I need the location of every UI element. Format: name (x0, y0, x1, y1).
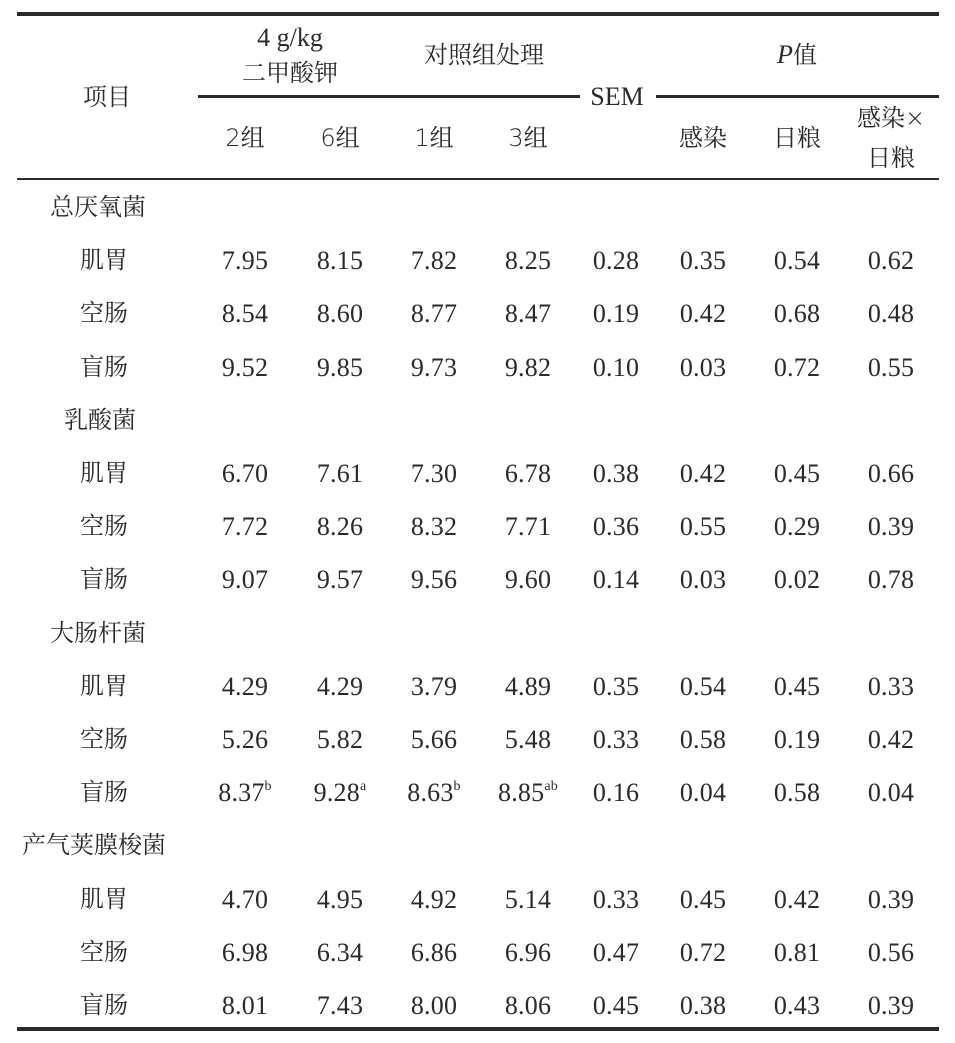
cell-sem (593, 672, 639, 702)
cell-g3 (505, 299, 551, 329)
cell-value: 0.04 (867, 778, 915, 808)
header-col-diet: 日粮 (773, 124, 821, 152)
header-control: 对照组处理 (424, 41, 544, 69)
cell-value: 0.45 (592, 991, 640, 1020)
cell-p-int (868, 565, 914, 595)
cell-g6 (317, 299, 363, 329)
row-label: 肌胃 (80, 459, 128, 487)
cell-value: 0.35 (592, 671, 640, 701)
cell-value: 4.92 (410, 884, 458, 914)
cell-p-int (868, 512, 914, 542)
cell-value: 0.16 (592, 778, 640, 808)
cell-sem (593, 353, 639, 383)
cell-p-inf (680, 512, 726, 542)
cell-sem (593, 565, 639, 595)
cell-p-inf (680, 459, 726, 489)
p-italic: P (777, 40, 793, 69)
cell-value: 9.56 (410, 565, 458, 595)
cell-p-diet (774, 353, 820, 383)
cell-value: 0.58 (773, 778, 821, 808)
header-col-group6: 6组 (320, 124, 360, 152)
cell-g1 (411, 725, 457, 755)
cell-value: 0.66 (867, 459, 915, 488)
cell-p-inf (680, 246, 726, 276)
cell-g1 (411, 459, 457, 489)
cell-value: 7.72 (221, 512, 269, 542)
cell-value: 5.26 (221, 725, 269, 754)
cell-value: 0.42 (867, 725, 915, 754)
cell-value: 7.95 (221, 246, 269, 276)
cell-value: 5.14 (504, 884, 552, 914)
cell-value: 5.48 (504, 725, 552, 754)
cell-g3 (505, 938, 551, 968)
cell-value: 0.33 (592, 725, 640, 754)
bottom-rule (17, 1027, 939, 1031)
cell-value: 8.54 (221, 299, 269, 329)
cell-value: 8.32 (410, 512, 458, 542)
cell-value: 8.06 (504, 991, 552, 1020)
row-label: 肌胃 (80, 671, 128, 700)
cell-sem (593, 459, 639, 489)
cell-g3 (505, 991, 551, 1021)
cell-p-inf (680, 991, 726, 1021)
header-col-group3: 3组 (508, 124, 548, 152)
cell-p-inf (680, 885, 726, 915)
cell-value: 9.82 (504, 352, 552, 382)
cell-value: 4.29 (221, 671, 269, 701)
header-item: 项目 (83, 83, 131, 111)
cell-p-int (868, 885, 914, 915)
cell-g2 (222, 246, 268, 276)
cell-value: 0.45 (773, 671, 821, 701)
cell-value: 0.81 (773, 937, 821, 967)
cell-sem (593, 991, 639, 1021)
header-col-infection: 感染 (679, 124, 727, 152)
cell-value: 0.39 (867, 884, 915, 914)
cell-g6 (317, 672, 363, 702)
cell-g6 (317, 991, 363, 1021)
cell-g2 (222, 991, 268, 1021)
cell-value: 4.95 (316, 884, 364, 914)
cell-p-diet (774, 512, 820, 542)
cell-p-diet (774, 565, 820, 595)
cell-p-inf (680, 672, 726, 702)
header-mid-rule-left (198, 95, 580, 98)
cell-g1 (411, 512, 457, 542)
row-label: 盲肠 (80, 565, 128, 594)
cell-sem (593, 885, 639, 915)
cell-p-inf (680, 299, 726, 329)
cell-value: 7.43 (316, 991, 364, 1020)
cell-value: 0.03 (679, 565, 727, 595)
cell-p-diet (774, 938, 820, 968)
header-bottom-rule (17, 178, 939, 180)
cell-value: 7.82 (410, 246, 458, 276)
cell-p-diet (774, 459, 820, 489)
row-label: 空肠 (80, 299, 128, 328)
cell-value: 5.66 (410, 725, 458, 754)
row-label: 空肠 (80, 725, 128, 753)
cell-g3 (498, 778, 558, 808)
cell-g6 (317, 885, 363, 915)
cell-p-int (868, 459, 914, 489)
cell-g2 (222, 725, 268, 755)
cell-p-inf (680, 938, 726, 968)
cell-g6 (314, 778, 367, 808)
cell-value: 5.82 (316, 725, 364, 754)
cell-value: 0.33 (867, 671, 915, 701)
cell-value: 0.72 (773, 352, 821, 382)
cell-p-int (868, 778, 914, 808)
cell-p-inf (680, 725, 726, 755)
cell-value: 3.79 (410, 671, 458, 701)
cell-value: 8.01 (221, 991, 269, 1020)
cell-g3 (505, 725, 551, 755)
cell-value: 8.25 (504, 246, 552, 276)
cell-g2 (222, 353, 268, 383)
cell-value: 0.39 (867, 512, 915, 542)
significance-letter: ab (544, 779, 558, 795)
cell-sem (593, 778, 639, 808)
cell-g1 (411, 246, 457, 276)
cell-value: 9.28 (313, 778, 360, 808)
cell-value: 6.96 (504, 937, 552, 967)
cell-p-diet (774, 725, 820, 755)
cell-p-inf (680, 353, 726, 383)
significance-letter: b (453, 779, 461, 795)
cell-value: 4.29 (316, 671, 364, 701)
cell-g6 (317, 353, 363, 383)
cell-value: 6.86 (410, 937, 458, 967)
cell-value: 0.42 (679, 299, 727, 329)
cell-g2 (218, 778, 272, 808)
row-label: 空肠 (80, 512, 128, 541)
cell-value: 8.37 (218, 778, 265, 808)
cell-value: 0.56 (867, 937, 915, 967)
cell-value: 0.48 (867, 299, 915, 329)
cell-value: 8.60 (316, 299, 364, 329)
cell-g1 (411, 885, 457, 915)
cell-value: 0.19 (592, 299, 640, 329)
header-sem: SEM (590, 82, 644, 111)
cell-value: 0.38 (679, 991, 727, 1020)
header-col-interaction-2: 日粮 (867, 144, 915, 172)
cell-value: 0.55 (867, 352, 915, 382)
cell-g3 (505, 512, 551, 542)
cell-value: 8.00 (410, 991, 458, 1020)
cell-value: 0.58 (679, 725, 727, 754)
cell-p-int (868, 353, 914, 383)
cell-g6 (317, 246, 363, 276)
cell-value: 0.72 (679, 937, 727, 967)
cell-value: 0.03 (679, 352, 727, 382)
cell-value: 0.54 (679, 671, 727, 701)
cell-value: 8.26 (316, 512, 364, 542)
cell-value: 0.29 (773, 512, 821, 542)
cell-value: 9.07 (221, 565, 269, 595)
cell-p-int (868, 725, 914, 755)
cell-value: 8.47 (504, 299, 552, 329)
cell-value: 7.30 (410, 459, 458, 488)
header-treatment-dose: 4 g/kg (257, 23, 323, 52)
cell-value: 8.77 (410, 299, 458, 329)
cell-g6 (317, 459, 363, 489)
cell-value: 7.61 (316, 459, 364, 488)
cell-value: 8.15 (316, 246, 364, 276)
cell-sem (593, 725, 639, 755)
cell-p-int (868, 246, 914, 276)
cell-value: 0.38 (592, 459, 640, 488)
cell-g1 (411, 672, 457, 702)
section-header: 总厌氧菌 (50, 193, 146, 221)
header-col-group1: 1组 (414, 124, 454, 152)
cell-value: 0.42 (773, 884, 821, 914)
cell-g2 (222, 938, 268, 968)
cell-g1 (407, 778, 461, 808)
header-col-group2: 2组 (225, 124, 265, 152)
cell-value: 6.78 (504, 459, 552, 488)
cell-g1 (411, 565, 457, 595)
row-label: 空肠 (80, 937, 128, 966)
cell-value: 8.85 (498, 778, 545, 808)
cell-sem (593, 512, 639, 542)
cell-p-int (868, 938, 914, 968)
cell-g6 (317, 938, 363, 968)
cell-value: 0.78 (867, 565, 915, 595)
cell-value: 0.43 (773, 991, 821, 1020)
cell-p-diet (774, 672, 820, 702)
cell-g2 (222, 885, 268, 915)
row-label: 盲肠 (80, 778, 128, 807)
p-suffix: 值 (792, 41, 817, 69)
cell-p-inf (680, 778, 726, 808)
cell-value: 0.39 (867, 991, 915, 1020)
cell-p-diet (774, 246, 820, 276)
cell-p-diet (774, 885, 820, 915)
cell-value: 0.45 (773, 459, 821, 488)
header-treatment-name: 二甲酸钾 (242, 59, 338, 87)
cell-g1 (411, 299, 457, 329)
header-mid-rule-right (656, 95, 939, 98)
cell-value: 0.04 (679, 778, 727, 808)
cell-value: 9.60 (504, 565, 552, 595)
row-label: 盲肠 (80, 991, 128, 1019)
cell-g3 (505, 353, 551, 383)
cell-g3 (505, 246, 551, 276)
cell-g3 (505, 565, 551, 595)
cell-sem (593, 246, 639, 276)
cell-g2 (222, 299, 268, 329)
cell-value: 4.89 (504, 671, 552, 701)
cell-g3 (505, 885, 551, 915)
cell-g2 (222, 565, 268, 595)
cell-value: 0.35 (679, 246, 727, 276)
significance-letter: b (264, 779, 272, 795)
cell-value: 6.98 (221, 937, 269, 967)
cell-value: 6.70 (221, 459, 269, 488)
header-p-value (777, 40, 817, 70)
cell-p-diet (774, 778, 820, 808)
cell-p-int (868, 672, 914, 702)
cell-value: 0.54 (773, 246, 821, 276)
row-label: 肌胃 (80, 884, 128, 913)
cell-value: 9.52 (221, 352, 269, 382)
cell-g2 (222, 512, 268, 542)
significance-letter: a (359, 779, 367, 795)
cell-g2 (222, 459, 268, 489)
cell-value: 9.57 (316, 565, 364, 595)
cell-value: 0.14 (592, 565, 640, 595)
cell-value: 0.42 (679, 459, 727, 488)
cell-p-diet (774, 991, 820, 1021)
cell-g3 (505, 672, 551, 702)
cell-value: 0.55 (679, 512, 727, 542)
cell-g1 (411, 938, 457, 968)
cell-value: 0.10 (592, 352, 640, 382)
cell-value: 0.62 (867, 246, 915, 276)
section-header: 大肠杆菌 (50, 618, 146, 647)
cell-g1 (411, 991, 457, 1021)
cell-value: 0.28 (592, 246, 640, 276)
cell-value: 0.45 (679, 884, 727, 914)
cell-value: 8.63 (407, 778, 454, 808)
cell-g1 (411, 353, 457, 383)
cell-value: 9.85 (316, 352, 364, 382)
cell-value: 0.33 (592, 884, 640, 914)
cell-g6 (317, 565, 363, 595)
cell-p-int (868, 299, 914, 329)
cell-sem (593, 299, 639, 329)
cell-p-int (868, 991, 914, 1021)
section-header: 乳酸菌 (64, 405, 136, 434)
cell-value: 4.70 (221, 884, 269, 914)
top-rule (17, 12, 939, 16)
cell-value: 0.36 (592, 512, 640, 542)
cell-value: 0.68 (773, 299, 821, 329)
cell-value: 9.73 (410, 352, 458, 382)
cell-value: 0.47 (592, 937, 640, 967)
cell-g6 (317, 512, 363, 542)
cell-value: 7.71 (504, 512, 552, 542)
section-header: 产气荚膜梭菌 (22, 831, 166, 860)
row-label: 肌胃 (80, 246, 128, 275)
cell-value: 6.34 (316, 937, 364, 967)
cell-value: 0.19 (773, 725, 821, 754)
cell-value: 0.02 (773, 565, 821, 595)
cell-g3 (505, 459, 551, 489)
cell-g2 (222, 672, 268, 702)
cell-g6 (317, 725, 363, 755)
cell-p-diet (774, 299, 820, 329)
cell-p-inf (680, 565, 726, 595)
row-label: 盲肠 (80, 352, 128, 381)
header-col-interaction-1: 感染× (856, 104, 926, 132)
cell-sem (593, 938, 639, 968)
